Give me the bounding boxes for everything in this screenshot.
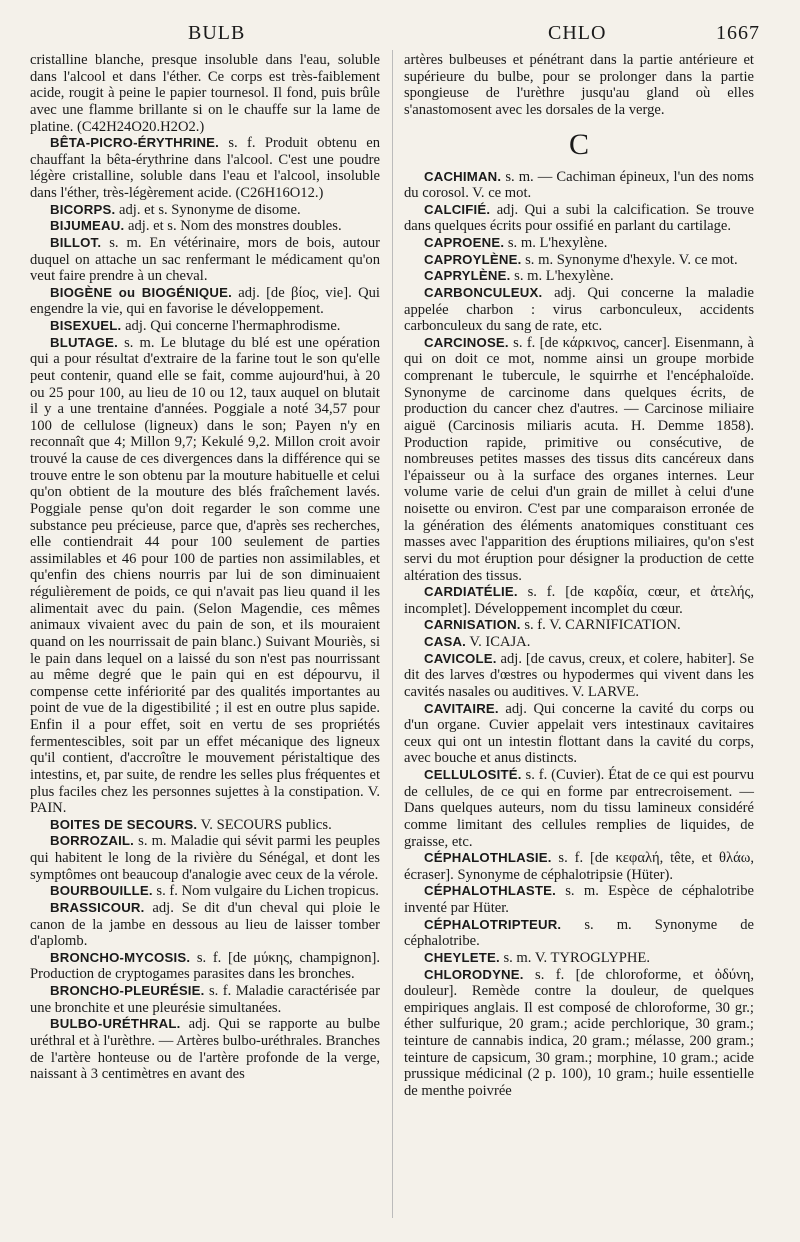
dictionary-entry: [404, 634, 754, 651]
section-letter: C: [568, 127, 589, 161]
entry-text: s. m. En vétérinaire, mors de bois, autour duquel on attache un sac renfermant le médicament qu'on veut faire prendre à un cheval.: [30, 234, 380, 285]
entry-headword: BOURBOUILLE.: [50, 883, 153, 899]
entry-headword: CHLORODYNE.: [424, 966, 524, 982]
dictionary-entry: [30, 950, 380, 983]
dictionary-entry: [404, 701, 754, 768]
dictionary-entry: [30, 135, 380, 202]
entry-text: s. m. V. TYROGLYPHE.: [499, 949, 650, 966]
running-header-right: CHLO: [548, 22, 607, 44]
entry-text: s. f. [de μύκης, champignon]. Production de cryptogames parasites dans les bronches.: [30, 949, 380, 983]
right-column: [404, 52, 754, 1100]
entry-headword: CALCIFIÉ.: [424, 201, 491, 217]
dictionary-entry: [30, 235, 380, 285]
dictionary-entry: [404, 268, 754, 285]
dictionary-entry: [30, 883, 380, 900]
page-number: 1667: [716, 22, 760, 44]
dictionary-entry: [404, 950, 754, 967]
entry-headword: CAVICOLE.: [424, 650, 497, 666]
entry-text: s. f. (Cuvier). État de ce qui est pourvu de cellules, de ce qui en forme par entrecroisement. — Dans quelques auteurs, nom du tissu lamineux considéré comme limitant des cellules remplies de liquides, de graisse, etc.: [404, 767, 754, 850]
entry-text: adj. Qui concerne l'hermaphrodisme.: [121, 318, 341, 334]
entry-text: s. f. [de καρδία, cœur, et ἀτελής, incomplet]. Développement incomplet du cœur.: [404, 584, 754, 617]
entry-headword: CARDIATÉLIE.: [424, 584, 518, 600]
dictionary-entry: [30, 318, 380, 335]
entry-text: adj. Se dit d'un cheval qui ploie le canon de la jambe en dessous au lieu de laisser tomber d'aplomb.: [30, 899, 380, 950]
entry-text: s. f. Maladie caractérisée par une bronchite et une pleurésie simultanées.: [30, 983, 380, 1016]
dictionary-entry: [404, 252, 754, 269]
entry-headword: CAPROYLÈNE.: [424, 251, 522, 267]
dictionary-entry: [30, 833, 380, 883]
entry-text: cristalline blanche, presque insoluble dans l'eau, soluble dans l'alcool et dans l'éther. Ce corps est très-faiblement acide, rougit à peine le papier tournesol. Il fond, puis brûle avec une flamme brillante si on le chauffe sur la lame de platine. (C42H24O20.H2O2.): [30, 52, 380, 135]
continued-entry: [30, 52, 380, 135]
dictionary-entry: [404, 584, 754, 617]
entry-headword: CARCINOSE.: [424, 334, 509, 350]
entry-text: adj. Qui concerne la maladie appelée charbon : virus carbonculeux, accidents carbonculeux du sang de rate, etc.: [404, 284, 754, 335]
entry-headword: BORROZAIL.: [50, 833, 135, 849]
entry-text: adj. Qui a subi la calcification. Se trouve dans quelques écrits pour ossifié en parlant du cartilage.: [404, 201, 754, 235]
dictionary-entry: [404, 285, 754, 335]
entry-headword: CAPRYLÈNE.: [424, 268, 511, 284]
continued-entry: [404, 52, 754, 119]
entry-headword: CARNISATION.: [424, 617, 521, 633]
entry-text: s. f. [de chloroforme, et ὀδύνη, douleur]. Remède contre la douleur, de quelques empiriques anglais. Il est composé de chloroforme, 30 gr.; éther sulfurique, 20 gram.; acide perchlorique, 30 gram.; teinture de cannabis indica, 20 gram.; mélasse, 200 gram.; teinture de capsicum, 30 gram.; morphine, 10 gram.; acide prussique médicinal (2 p. 100), 10 gram.; huile essentielle de menthe poivrée: [404, 966, 754, 1099]
entry-text: s. f. [de κεφαλή, tête, et θλάω, écraser]. Synonyme de céphalotripsie (Hüter).: [404, 850, 754, 883]
entry-headword: CACHIMAN.: [424, 168, 502, 184]
entry-text: s. m. Maladie qui sévit parmi les peuples qui habitent le long de la rivière du Sénégal, et dont les symptômes ont beaucoup d'analogie avec ceux de la vérole.: [30, 833, 380, 883]
entry-text: s. m. Espèce de céphalotribe inventé par Hüter.: [404, 883, 754, 916]
entry-headword: BICORPS.: [50, 201, 116, 217]
entry-headword: BOITES DE SECOURS.: [50, 816, 198, 832]
entry-headword: CELLULOSITÉ.: [424, 767, 522, 782]
column-divider: [392, 50, 393, 1218]
dictionary-entry: [30, 202, 380, 219]
entry-text: s. f. [de κάρκινος, cancer]. Eisenmann, à qui on doit ce mot, nomme ainsi un groupe morbide comprenant le tubercule, le squirrhe et l'encéphaloïde. Synonyme de carcinome dans quelques écrits, de production du cancer chez d'autres. — Carcinose miliaire aiguë (Carcinosis miliaris acuta. H. Demme 1858). Production rapide, primitive ou consécutive, de nombreuses petites masses des tissus dits cancéreux dans l'épaisseur ou à la surface des organes internes. Leur volume varie de celui d'un grain de millet à celui d'une noisette ou environ. C'est par une comparaison erronée de la génération des éléments anatomiques constituant ces masses avec l'apparition des éruptions miliaires, qu'on s'est servi du mot éruption pour désigner la production de cette altération des tissus.: [404, 334, 754, 584]
entry-text: adj. [de cavus, creux, et colere, habiter]. Se dit des larves d'œstres ou hypodermes qui vivent dans les cavités nasales ou auditives. V. LARVE.: [404, 650, 754, 700]
dictionary-entry: [404, 883, 754, 916]
entry-text: artères bulbeuses et pénétrant dans la partie antérieure et supérieure du bulbe, pour se prolonger dans la partie spongieuse de l'urèthre jusqu'au gland où elles s'anastomosent avec les dorsales de la verge.: [404, 52, 754, 118]
entry-headword: BRONCHO-MYCOSIS.: [50, 949, 191, 965]
entry-headword: BISEXUEL.: [50, 318, 122, 333]
dictionary-entry: [30, 983, 380, 1016]
entry-text: s. f. Produit obtenu en chauffant la bêta-érythrine dans l'alcool. C'est une poudre légère cristalline, soluble dans l'eau et l'alcool, insoluble dans l'éther, très-légèrement acide. (C26H16O12.): [30, 135, 380, 201]
entry-headword: BRASSICOUR.: [50, 899, 145, 915]
running-header-left: BULB: [188, 22, 246, 44]
dictionary-entry: [404, 767, 754, 850]
entry-headword: CARBONCULEUX.: [424, 284, 543, 300]
entry-text: adj. et s. Synonyme de disome.: [115, 201, 301, 218]
dictionary-entry: [30, 900, 380, 950]
entry-headword: CASA.: [424, 634, 467, 649]
dictionary-entry: [404, 617, 754, 634]
entry-headword: CÉPHALOTHLASTE.: [424, 883, 556, 899]
entry-headword: BILLOT.: [50, 234, 102, 250]
left-column: [30, 52, 380, 1083]
dictionary-entry: [404, 850, 754, 883]
entry-text: s. m. — Cachiman épineux, l'un des noms du corosol. V. ce mot.: [404, 168, 754, 202]
entry-text: s. m. Le blutage du blé est une opération qui a pour résultat d'extraire de la farine tout le son qu'elle peut contenir, quand elle se fait, comme aujourd'hui, à 20 ou 25 pour 100, au lieu de 10 ou 12, taux auquel on blutait il y a une trentaine d'années. Poggiale a noté 34,57 pour 100 de cellulose (ligneux) dans le son; Payen n'y en reconnaît que 4; Millon 9,7; Kekulé 9,2. Millon croit avoir trouvé la cause de ces divergences dans la différence qui se trouve entre le son obtenu par la mouture habituelle et celui qu'on obtient de la mouture des blés fraîchement lavés. Poggiale pense qu'on doit regarder le son comme une substance peu précieuse, parce que, d'après ses recherches, elle contiendrait 44 pour 100 seulement de parties assimilables et 46 pour 100 de parties non assimilables, et qu'enfin des chiens nourris par lui de son diminuaient régulièrement de poids, ce qui n'avait pas lieu quand il les alimentait avec du pain. (Selon Magendie, ces mêmes animaux vivaient avec du pain de son, et ils mouraient quand on les nourrissait de pain blanc.) Suivant Mouriès, si le pain dans lequel on a laissé du son n'est pas nourrissant au même degré que le pain qui en est dépourvu, il compense cette infériorité par des qualités importantes au point de vue de la digestibilité ; il est en outre plus sapide. Enfin il a pour effet, soit en vertu de ses propriétés fermentescibles, soit par un effet mécanique des ligneux qu'il contient, d'accroître le mouvement péristaltique des intestins, et, par suite, de rendre les selles plus fréquentes et plus faciles chez les personnes sujettes à la constipation. V. PAIN.: [30, 334, 380, 817]
entry-text: s. m. L'hexylène.: [504, 235, 608, 251]
dictionary-entry: [30, 285, 380, 318]
dictionary-entry: [30, 218, 380, 235]
dictionary-entry: [404, 967, 754, 1100]
dictionary-entry: [404, 169, 754, 202]
entry-text: s. f. V. CARNIFICATION.: [520, 617, 681, 634]
entry-text: adj. Qui se rapporte au bulbe uréthral et à l'urèthre. — Artères bulbo-uréthrales. Branches de l'artère honteuse ou de l'artère profonde de la verge, naissant à 3 centimètres en avant des: [30, 1016, 380, 1083]
entry-headword: BIOGÈNE ou BIOGÉNIQUE.: [50, 284, 232, 300]
entry-headword: BÊTA-PICRO-ÉRYTHRINE.: [50, 135, 220, 151]
entry-headword: BLUTAGE.: [50, 334, 119, 350]
entry-text: V. SECOURS publics.: [197, 816, 332, 833]
entry-headword: BRONCHO-PLEURÉSIE.: [50, 983, 205, 998]
entry-text: s. f. Nom vulgaire du Lichen tropicus.: [152, 883, 379, 900]
dictionary-entry: [404, 235, 754, 252]
entry-headword: CÉPHALOTHLASIE.: [424, 850, 552, 866]
entry-headword: CHEYLETE.: [424, 949, 500, 965]
entry-text: s. m. Synonyme de céphalotribe.: [404, 916, 754, 950]
dictionary-entry: [404, 651, 754, 701]
dictionary-entry: [404, 917, 754, 950]
entry-text: s. m. Synonyme d'hexyle. V. ce mot.: [521, 251, 738, 268]
dictionary-entry: [30, 817, 380, 834]
entry-headword: CÉPHALOTRIPTEUR.: [424, 916, 562, 932]
entry-headword: BULBO-URÉTHRAL.: [50, 1016, 181, 1032]
entry-text: adj. et s. Nom des monstres doubles.: [124, 218, 342, 235]
entry-headword: CAVITAIRE.: [424, 700, 499, 716]
dictionary-entry: [404, 202, 754, 235]
entry-text: adj. Qui concerne la cavité du corps ou d'un organe. Cuvier appelait vers intestinaux cavitaires ceux qui ont un intestin flottant dans la cavité du corps, avec bouche et anus distincts.: [404, 700, 754, 767]
dictionary-entry: [30, 335, 380, 817]
entry-headword: BIJUMEAU.: [50, 218, 125, 234]
entry-headword: CAPROENE.: [424, 235, 505, 250]
dictionary-entry: [30, 1016, 380, 1083]
entry-text: s. m. L'hexylène.: [510, 268, 614, 285]
dictionary-entry: [404, 335, 754, 584]
entry-text: V. ICAJA.: [466, 634, 531, 650]
entry-text: adj. [de βίος, vie]. Qui engendre la vie, qui en favorise le développement.: [30, 284, 380, 318]
